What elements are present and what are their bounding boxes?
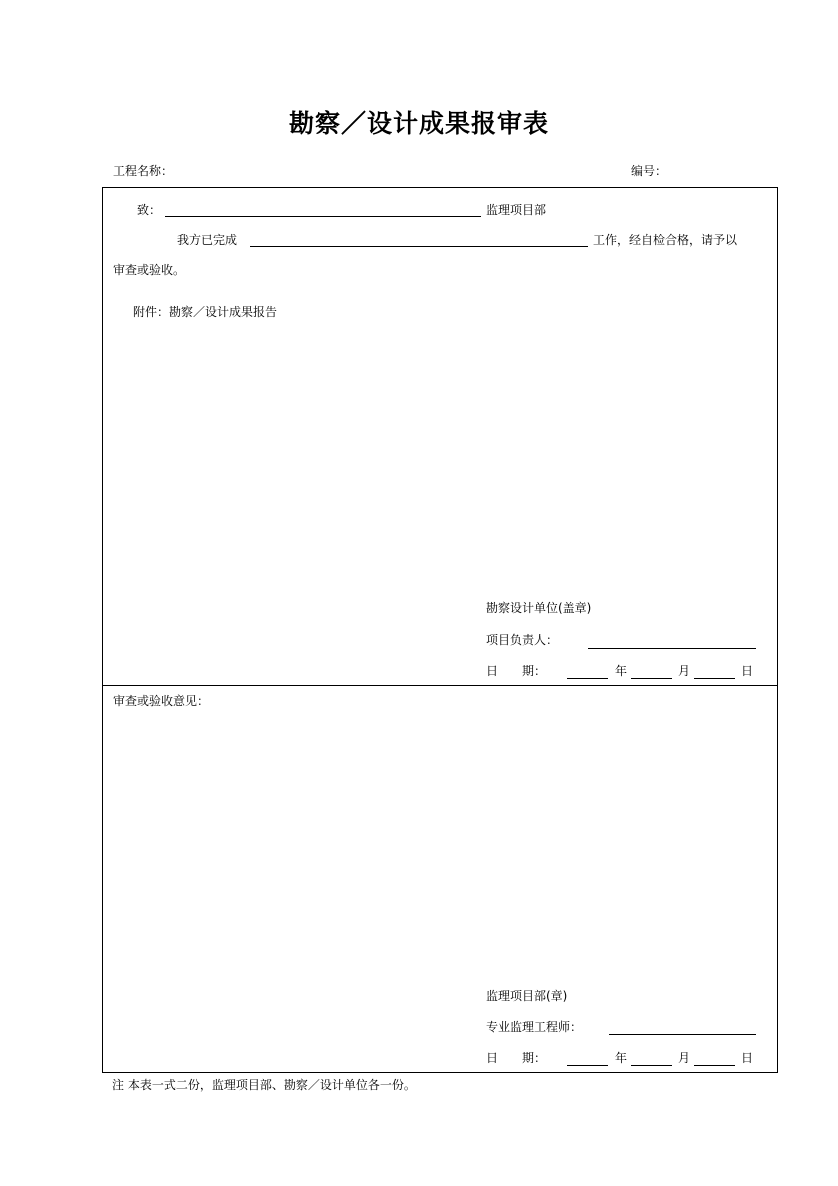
day-label-2: 日	[741, 1051, 754, 1065]
unit-seal-label: 勘察设计单位(盖章)	[486, 601, 592, 615]
to-suffix: 监理项目部	[486, 203, 547, 217]
month-label: 月	[678, 664, 691, 678]
review-section	[102, 685, 778, 1073]
day-label: 日	[741, 664, 754, 678]
dept-seal-label: 监理项目部(章)	[486, 989, 568, 1003]
attachment-label: 附件：勘察／设计成果报告	[133, 305, 278, 319]
date-label: 日 期：	[486, 664, 547, 678]
number-label: 编号：	[631, 164, 668, 178]
form-title: 勘察／设计成果报审表	[288, 109, 549, 138]
month-label-2: 月	[678, 1051, 691, 1065]
engineer-label: 专业监理工程师：	[486, 1020, 583, 1034]
body-prefix: 我方已完成	[177, 233, 238, 247]
person-label: 项目负责人：	[486, 633, 559, 647]
month-line-2[interactable]	[631, 1065, 672, 1066]
body-line2: 审查或验收。	[113, 263, 186, 277]
engineer-signature-line[interactable]	[609, 1034, 756, 1035]
date-label-2: 日 期：	[486, 1051, 547, 1065]
body-suffix: 工作，经自检合格，请予以	[593, 233, 738, 247]
month-line[interactable]	[631, 678, 672, 679]
recipient-line[interactable]	[165, 216, 481, 217]
person-signature-line[interactable]	[588, 648, 756, 649]
year-line-2[interactable]	[567, 1065, 608, 1066]
year-line[interactable]	[567, 678, 608, 679]
project-name-label: 工程名称：	[113, 164, 174, 178]
submission-section	[102, 187, 778, 686]
to-label: 致：	[137, 203, 162, 217]
work-line[interactable]	[250, 246, 588, 247]
footnote: 注 本表一式二份，监理项目部、勘察／设计单位各一份。	[112, 1078, 416, 1092]
year-label-2: 年	[615, 1051, 628, 1065]
day-line[interactable]	[694, 678, 735, 679]
day-line-2[interactable]	[694, 1065, 735, 1066]
opinion-label: 审查或验收意见：	[113, 694, 210, 708]
year-label: 年	[615, 664, 628, 678]
